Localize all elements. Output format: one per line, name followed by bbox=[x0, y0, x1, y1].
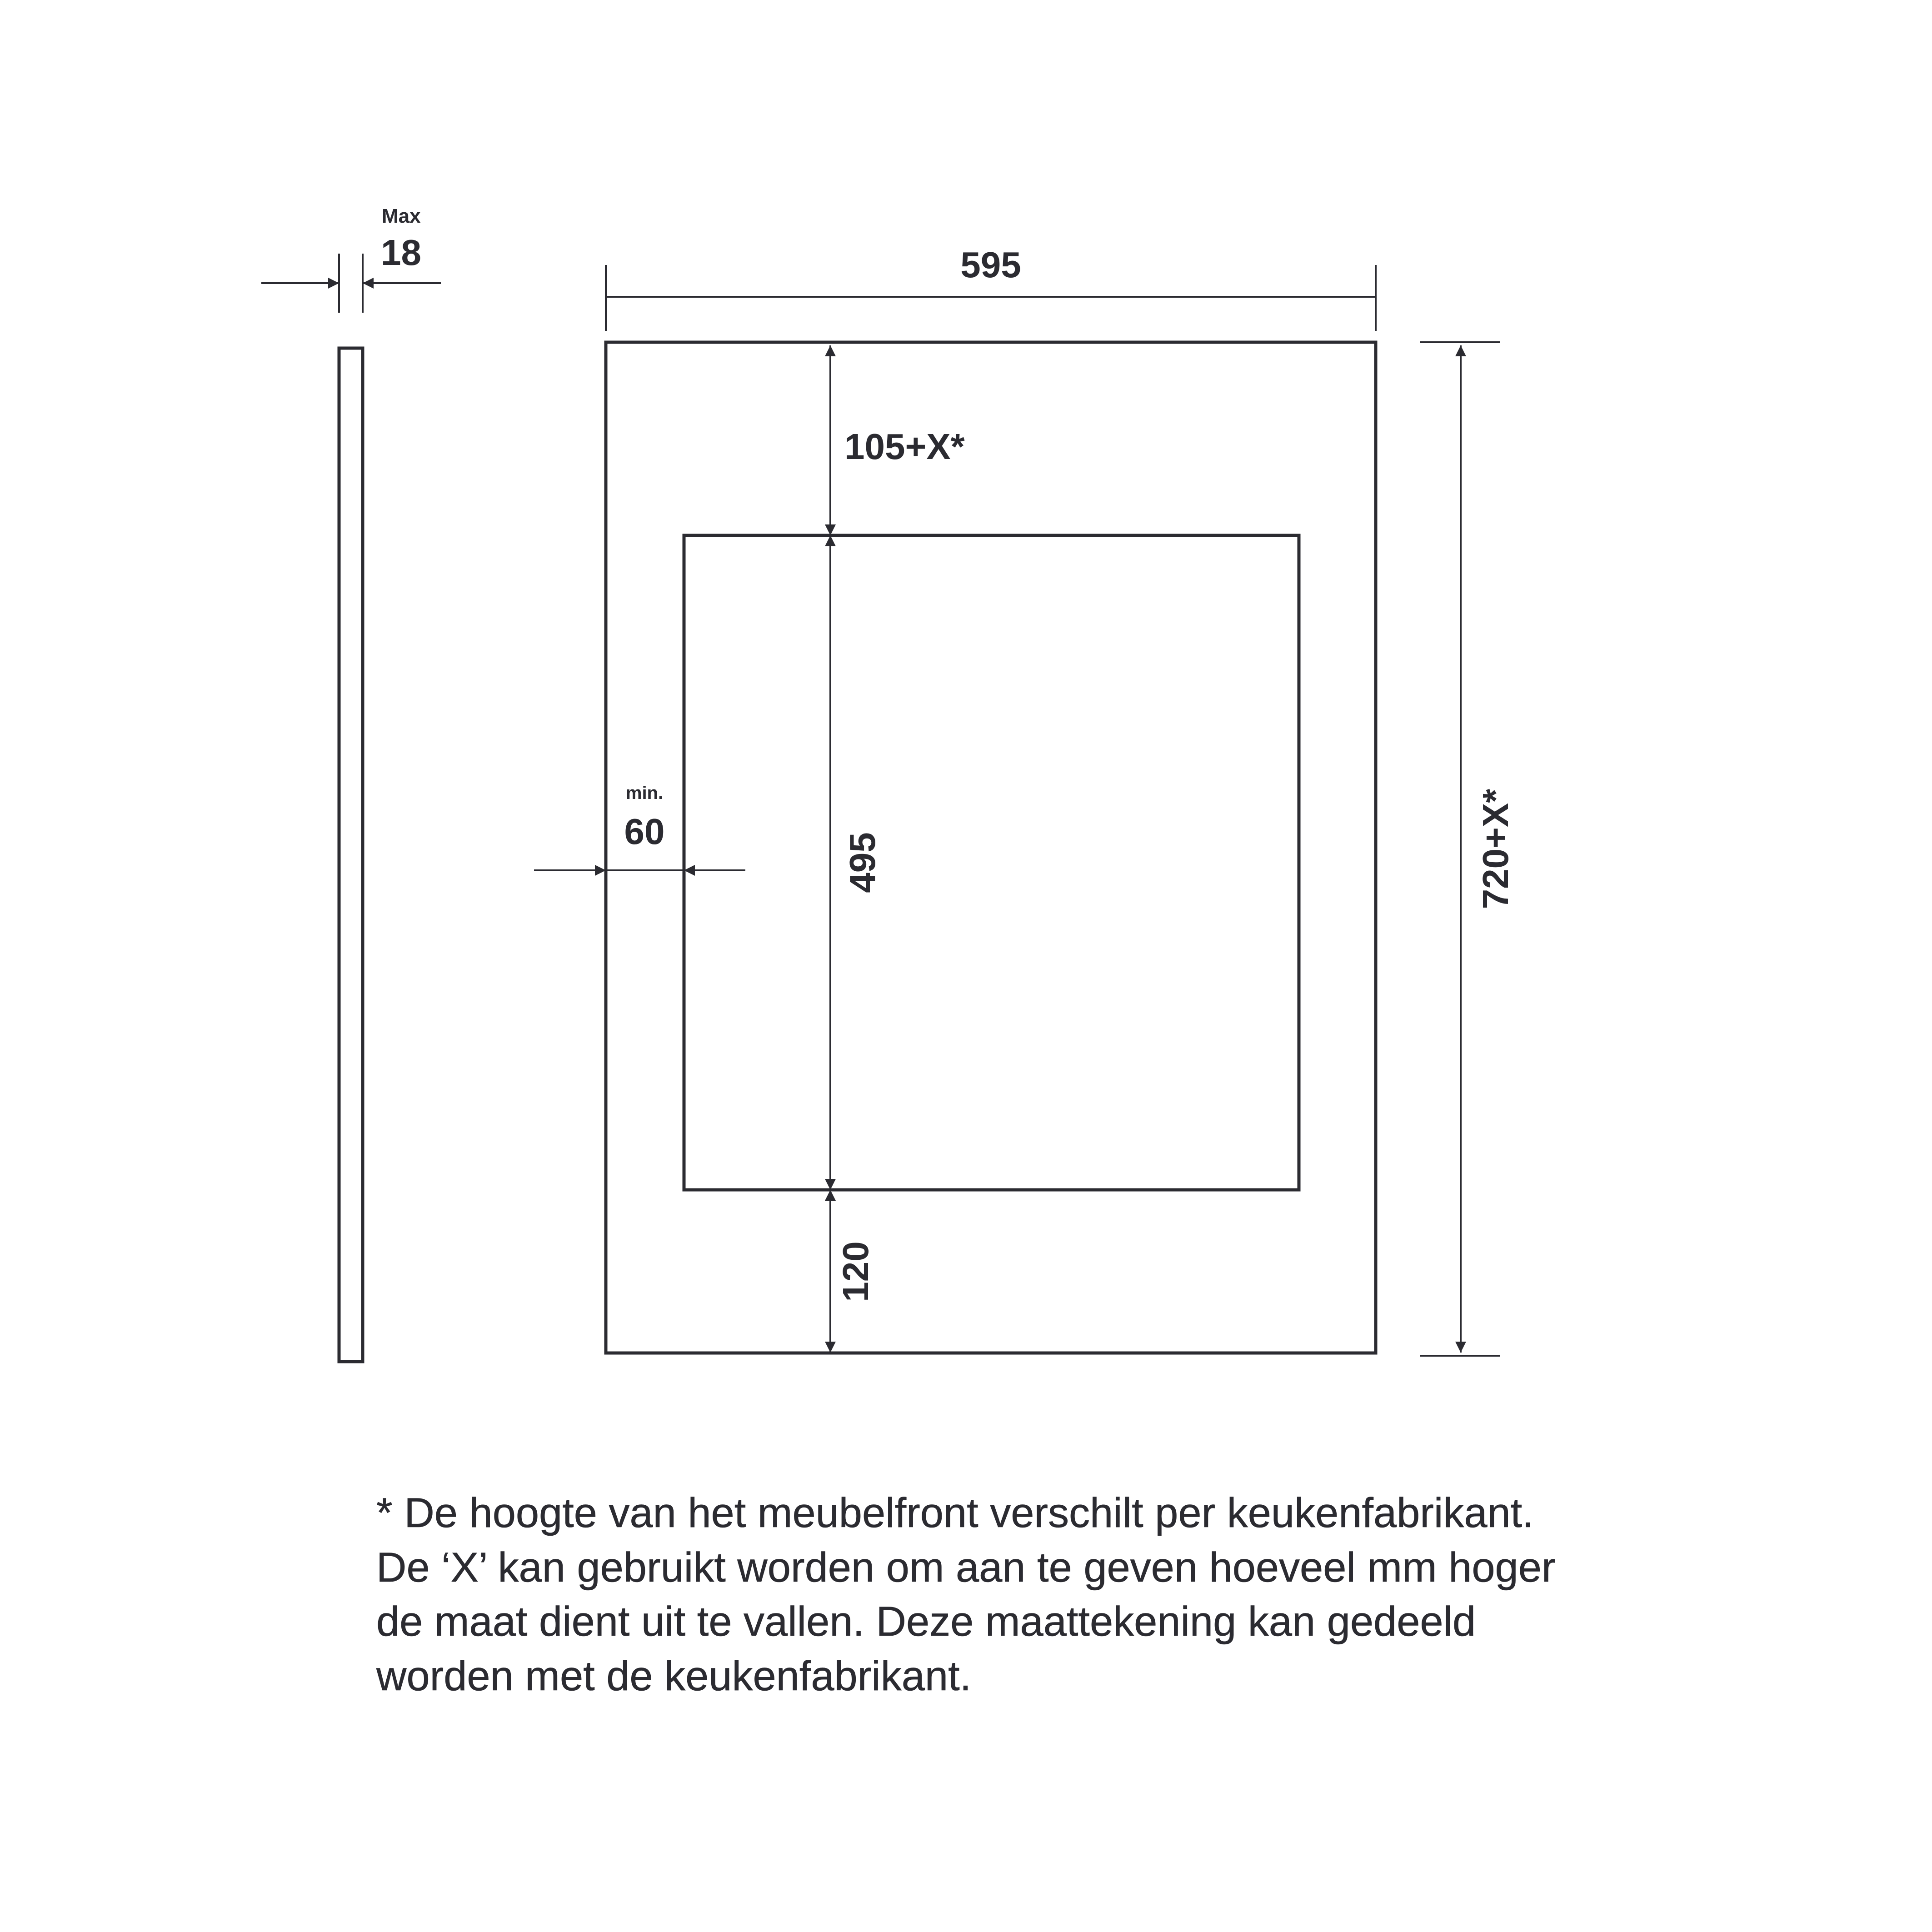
window-height-label: 495 bbox=[842, 832, 883, 893]
front-view bbox=[534, 245, 1516, 1356]
label-max: Max bbox=[382, 205, 421, 227]
height-label: 720+X* bbox=[1475, 789, 1516, 909]
width-label: 595 bbox=[960, 245, 1021, 285]
side-margin-label: 60 bbox=[624, 811, 665, 852]
bottom-margin-label: 120 bbox=[835, 1241, 876, 1302]
side-panel bbox=[339, 348, 363, 1362]
footnote-line-1: * De hoogte van het meubelfront verschilt per keukenfabrikant. bbox=[376, 1490, 1534, 1536]
side-view bbox=[261, 205, 441, 1362]
side-margin-min-label: min. bbox=[625, 783, 664, 803]
footnote-line-4: worden met de keukenfabrikant. bbox=[376, 1652, 972, 1699]
front-panel bbox=[606, 342, 1376, 1353]
footnote-line-3: de maat dient uit te vallen. Deze maattekening kan gedeeld bbox=[376, 1598, 1476, 1645]
footnote-line-2: De ‘X’ kan gebruikt worden om aan te geven hoeveel mm hoger bbox=[376, 1544, 1556, 1591]
label-thickness: 18 bbox=[381, 232, 421, 273]
top-margin-label: 105+X* bbox=[844, 426, 965, 467]
footnote bbox=[376, 1486, 1785, 1703]
cutout-window bbox=[684, 535, 1299, 1190]
